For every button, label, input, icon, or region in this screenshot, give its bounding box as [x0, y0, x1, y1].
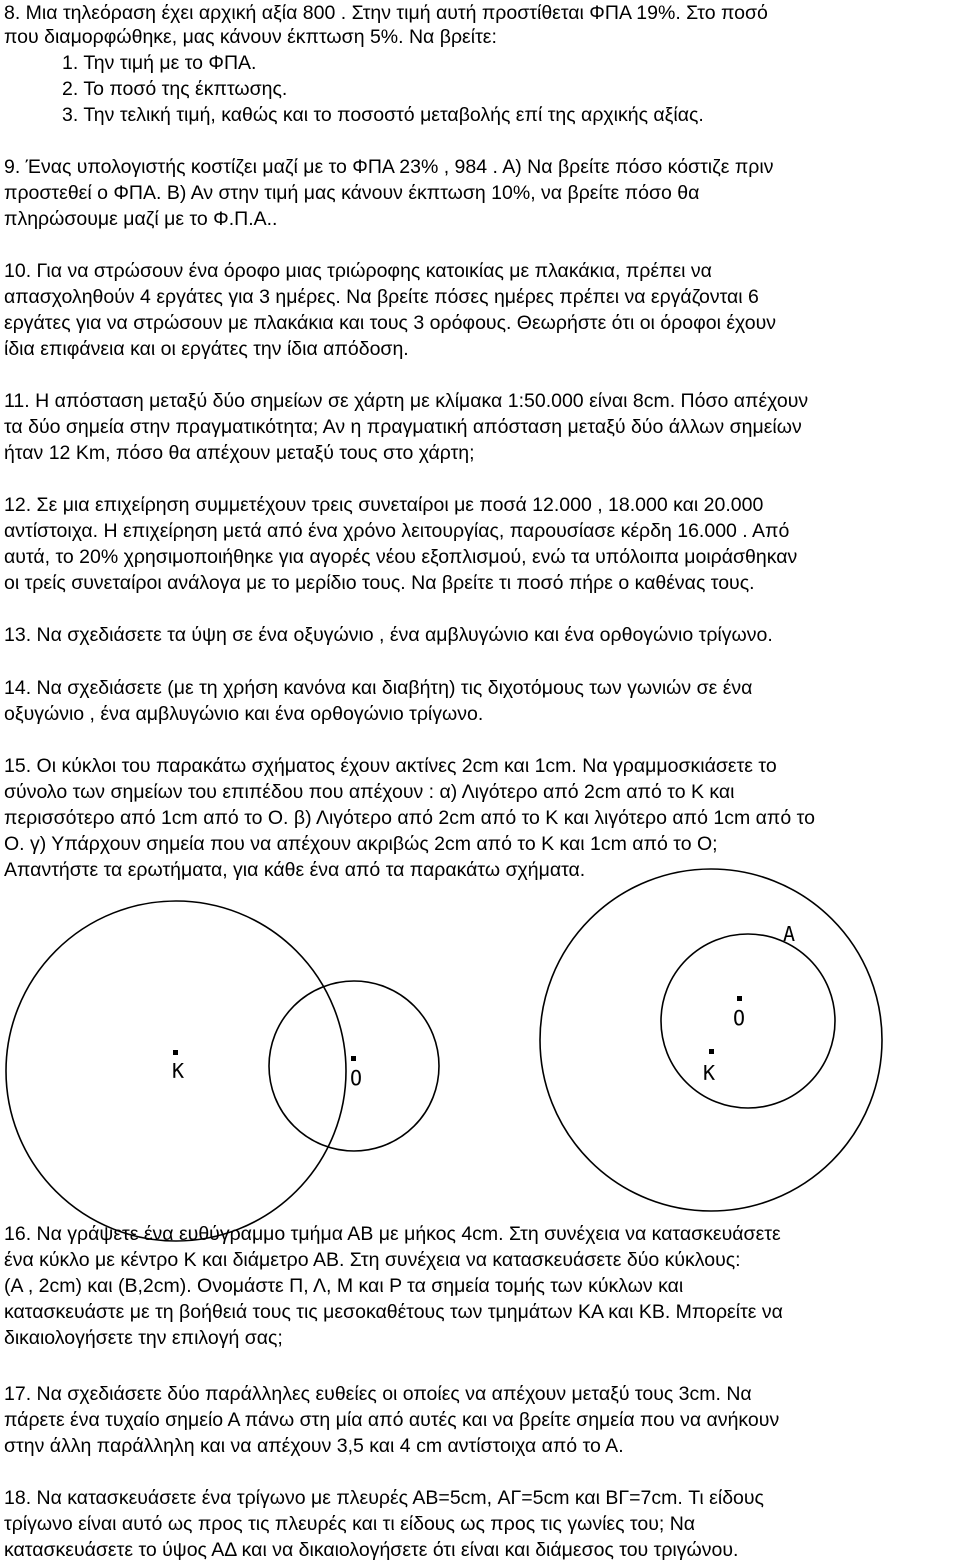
problem-11-line-3: ήταν 12 Km, πόσο θα απέχουν μεταξύ τους στο χάρτη; [4, 442, 475, 464]
problem-11-line-1: 11. Η απόσταση μεταξύ δύο σημείων σε χάρτη με κλίμακα 1:50.000 είναι 8cm. Πόσο απέχουν [4, 390, 809, 412]
right-label-k: Κ [703, 1061, 716, 1085]
problem-17-line-2: πάρετε ένα τυχαίο σημείο Α πάνω στη μία από αυτές και να βρείτε σημεία που να ανήκουν [4, 1409, 780, 1431]
problem-12-line-1: 12. Σε μια επιχείρηση συμμετέχουν τρεις συνεταίροι με ποσά 12.000 , 18.000 και 20.000 [4, 494, 764, 516]
problem-9-line-1: 9. Ένας υπολογιστής κοστίζει μαζί με το ΦΠΑ 23% , 984 . Α) Να βρείτε πόσο κόστιζε πριν [4, 156, 774, 178]
right-label-a: Α [783, 922, 796, 946]
problem-9-line-3: πληρώσουμε μαζί με το Φ.Π.Α.. [4, 208, 278, 230]
problem-8-item-1: 1. Την τιμή με το ΦΠΑ. [62, 52, 257, 74]
left-label-k: Κ [172, 1059, 185, 1083]
right-label-o: Ο [733, 1006, 746, 1030]
problem-15-line-4: Ο. γ) Υπάρχουν σημεία που να απέχουν ακριβώς 2cm από το Κ και 1cm από το Ο; [4, 833, 718, 855]
problem-17-line-1: 17. Να σχεδιάσετε δύο παράλληλες ευθείες οι οποίες να απέχουν μεταξύ τους 3cm. Να [4, 1383, 752, 1405]
problem-17-line-3: στην άλλη παράλληλη και να απέχουν 3,5 και 4 cm αντίστοιχα από το Α. [4, 1435, 624, 1457]
problem-10-line-1: 10. Για να στρώσουν ένα όροφο μιας τριώροφης κατοικίας με πλακάκια, πρέπει να [4, 260, 712, 282]
right-figure [540, 869, 882, 1211]
left-figure [6, 901, 439, 1241]
problem-16-line-1: 16. Να γράψετε ένα ευθύγραμμο τμήμα ΑΒ με μήκος 4cm. Στη συνέχεια να κατασκευάσετε [4, 1223, 781, 1245]
problem-12-line-2: αντίστοιχα. Η επιχείρηση μετά από ένα χρόνο λειτουργίας, παρουσίασε κέρδη 16.000 . Από [4, 520, 790, 542]
problem-18-line-3: κατασκευάσετε το ύψος ΑΔ και να δικαιολογήσετε ότι είναι και διάμεσος του τριγώνου. [4, 1539, 739, 1561]
problem-14-line-2: οξυγώνιο , ένα αμβλυγώνιο και ένα ορθογώνιο τρίγωνο. [4, 703, 484, 725]
problem-18-line-1: 18. Να κατασκευάσετε ένα τρίγωνο με πλευρές ΑΒ=5cm, ΑΓ=5cm και ΒΓ=7cm. Τι είδους [4, 1487, 764, 1509]
problem-16-line-4: κατασκευάστε με τη βοήθειά τους τις μεσοκαθέτους των τμημάτων ΚΑ και ΚΒ. Μπορείτε να [4, 1301, 783, 1323]
problem-10-line-4: ίδια επιφάνεια και οι εργάτες την ίδια απόδοση. [4, 338, 409, 360]
left-center-k-dot [173, 1050, 178, 1055]
problem-11-line-2: τα δύο σημεία στην πραγματικότητα; Αν η πραγματική απόσταση μεταξύ δύο άλλων σημείων [4, 416, 802, 438]
problem-10-line-3: εργάτες για να στρώσουν με πλακάκια και τους 3 ορόφους. Θεωρήστε ότι οι όροφοι έχουν [4, 312, 776, 334]
problem-18-line-2: τρίγωνο είναι αυτό ως προς τις πλευρές και τι είδους ως προς τις γωνίες του; Να [4, 1513, 696, 1535]
problem-15-line-2: σύνολο των σημείων του επιπέδου που απέχουν : α) Λιγότερο από 2cm από το Κ και [4, 781, 735, 803]
problem-15-line-3: περισσότερο από 1cm από το Ο. β) Λιγότερο από 2cm από το Κ και λιγότερο από 1cm από το [4, 807, 815, 829]
left-center-o-dot [351, 1056, 356, 1061]
problem-16-line-2: ένα κύκλο με κέντρο Κ και διάμετρο ΑΒ. Στη συνέχεια να κατασκευάσετε δύο κύκλους: [4, 1249, 741, 1271]
right-center-k-dot [709, 1049, 714, 1054]
problem-10-line-2: απασχοληθούν 4 εργάτες για 3 ημέρες. Να βρείτε πόσες ημέρες πρέπει να εργάζονται 6 [4, 286, 759, 308]
problem-8-line-1: 8. Μια τηλεόραση έχει αρχική αξία 800 . Στην τιμή αυτή προστίθεται ΦΠΑ 19%. Στο ποσό [4, 2, 768, 24]
left-label-o: Ο [350, 1066, 363, 1090]
right-large-circle [540, 869, 882, 1211]
problem-16-line-3: (Α , 2cm) και (Β,2cm). Ονομάστε Π, Λ, Μ και Ρ τα σημεία τομής των κύκλων και [4, 1275, 684, 1297]
problem-15-line-5: Απαντήστε τα ερωτήματα, για κάθε ένα από τα παρακάτω σχήματα. [4, 859, 586, 881]
problem-15-line-1: 15. Οι κύκλοι του παρακάτω σχήματος έχουν ακτίνες 2cm και 1cm. Να γραμμοσκιάσετε το [4, 755, 777, 777]
problem-16-line-5: δικαιολογήσετε την επιλογή σας; [4, 1327, 283, 1349]
problem-8-item-3: 3. Την τελική τιμή, καθώς και το ποσοστό μεταβολής επί της αρχικής αξίας. [62, 104, 704, 126]
problem-12-line-4: οι τρείς συνεταίροι ανάλογα με το μερίδιο τους. Να βρείτε τι ποσό πήρε ο καθένας τους. [4, 572, 755, 594]
problem-9-line-2: προστεθεί ο ΦΠΑ. Β) Αν στην τιμή μας κάνουν έκπτωση 10%, να βρείτε πόσο θα [4, 182, 700, 204]
problem-8-item-2: 2. Το ποσό της έκπτωσης. [62, 78, 288, 100]
problem-13-line-1: 13. Να σχεδιάσετε τα ύψη σε ένα οξυγώνιο , ένα αμβλυγώνιο και ένα ορθογώνιο τρίγωνο. [4, 624, 773, 646]
right-small-circle [661, 934, 835, 1108]
right-center-o-dot [737, 996, 742, 1001]
problem-8-line-2: που διαμορφώθηκε, μας κάνουν έκπτωση 5%. Να βρείτε: [4, 26, 497, 48]
problem-14-line-1: 14. Να σχεδιάσετε (με τη χρήση κανόνα και διαβήτη) τις διχοτόμους των γωνιών σε ένα [4, 677, 753, 699]
problem-12-line-3: αυτά, το 20% χρησιμοποιήθηκε για αγορές νέου εξοπλισμού, ενώ τα υπόλοιπα μοιράσθηκαν [4, 546, 798, 568]
